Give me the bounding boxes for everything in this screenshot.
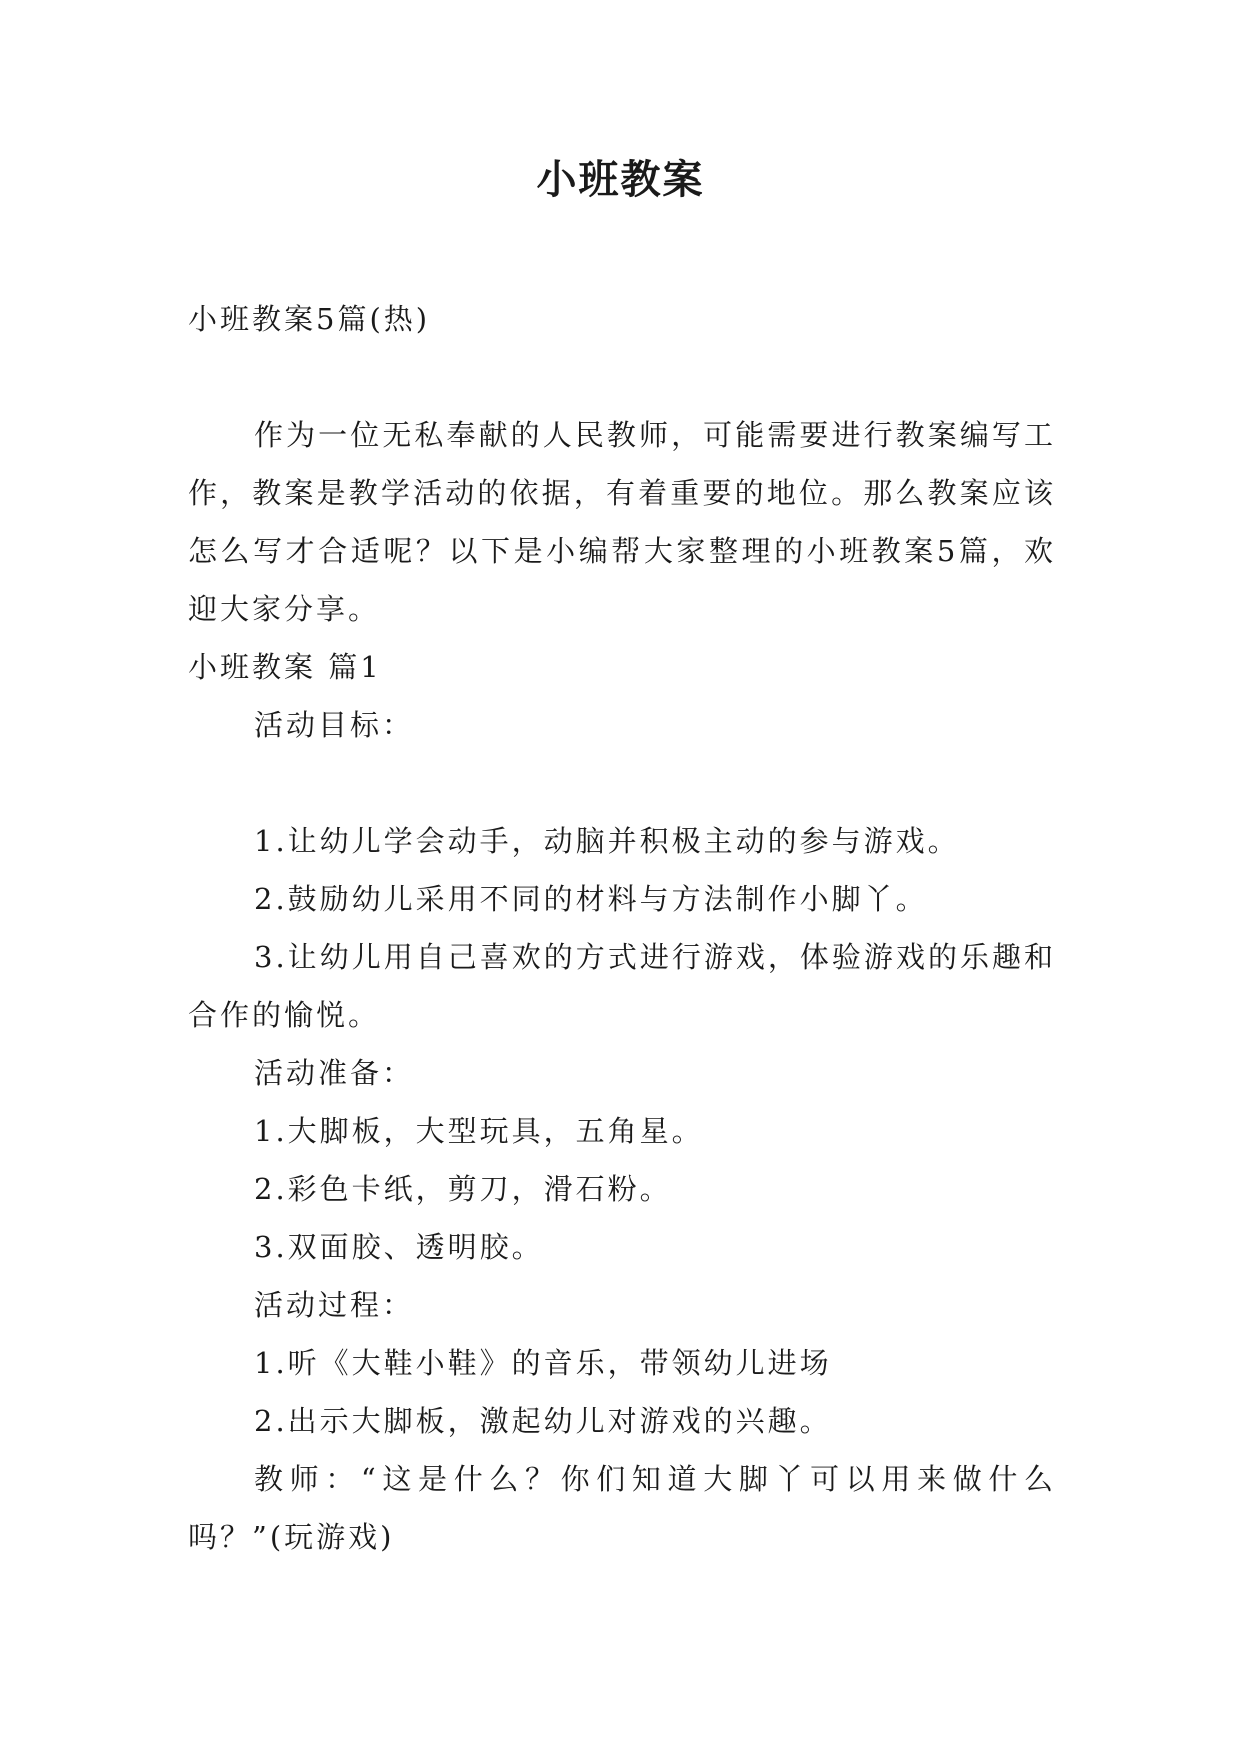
process-item: 1.听《大鞋小鞋》的音乐，带领幼儿进场 bbox=[254, 1346, 832, 1380]
goal-item: 2.鼓励幼儿采用不同的材料与方法制作小脚丫。 bbox=[254, 882, 928, 916]
prep-item: 2.彩色卡纸，剪刀，滑石粉。 bbox=[254, 1172, 672, 1206]
goals-heading: 活动目标： bbox=[254, 708, 415, 742]
prep-heading: 活动准备： bbox=[254, 1056, 415, 1090]
intro-paragraph: 作为一位无私奉献的人民教师，可能需要进行教案编写工作，教案是教学活动的依据，有着重要的地位。那么教案应该怎么写才合适呢？以下是小编帮大家整理的小班教案5篇，欢迎大家分享。 bbox=[188, 418, 1056, 626]
document-title: 小班教案 bbox=[536, 156, 705, 203]
prep-item: 3.双面胶、透明胶。 bbox=[254, 1230, 544, 1264]
process-item: 2.出示大脚板，激起幼儿对游戏的兴趣。 bbox=[254, 1404, 832, 1438]
document-subtitle: 小班教案5篇(热) bbox=[188, 302, 431, 336]
document-body bbox=[188, 290, 1056, 1566]
goal-item: 1.让幼儿学会动手，动脑并积极主动的参与游戏。 bbox=[254, 824, 960, 858]
section-heading: 小班教案 篇1 bbox=[188, 650, 382, 684]
process-heading: 活动过程： bbox=[254, 1288, 415, 1322]
prep-item: 1.大脚板，大型玩具，五角星。 bbox=[254, 1114, 704, 1148]
process-item: 教师：“这是什么？你们知道大脚丫可以用来做什么吗？”(玩游戏) bbox=[188, 1462, 1056, 1554]
goal-item: 3.让幼儿用自己喜欢的方式进行游戏，体验游戏的乐趣和合作的愉悦。 bbox=[188, 940, 1056, 1032]
